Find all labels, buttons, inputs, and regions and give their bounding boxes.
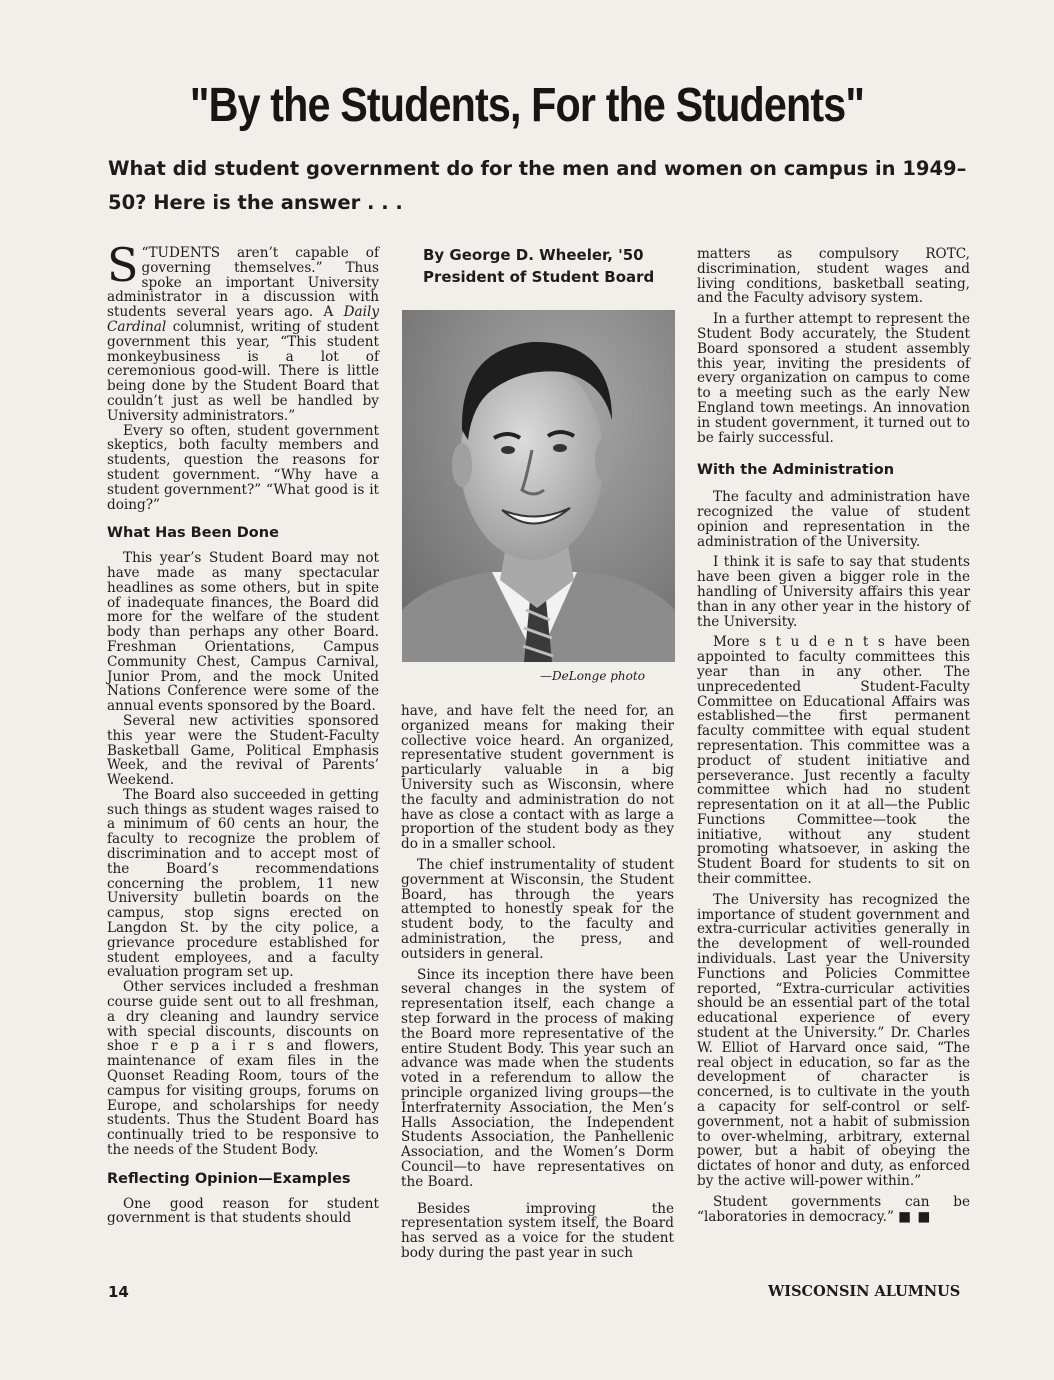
drop-cap: S — [107, 238, 139, 292]
portrait-illustration — [402, 310, 675, 662]
publication-name: WISCONSIN ALUMNUS — [768, 1283, 961, 1300]
byline-name: By George D. Wheeler, '50 — [423, 246, 644, 264]
paragraph: matters as compulsory ROTC, discrimination, student wages and living conditions, basketball seating, and the Faculty advisory system. — [697, 246, 970, 307]
paragraph: More s t u d e n t s have been appointed to faculty committees this year than in any other. The unprecedented Student-Faculty Committee on Educational Affairs was established—the first permanent faculty committee with equal student representation. This committee was a product of student initiative and perseverance. Just recently a faculty committee which had no student representation on it at all—the Public Functions Committee—took the initiative, without any student promoting whatsoever, in asking the Student Board for students to sit on their committee. — [697, 634, 970, 888]
section-heading-done: What Has Been Done — [107, 525, 279, 542]
byline — [423, 244, 663, 288]
paragraph: The chief instrumentality of student government at Wisconsin, the Student Board, has through the years attempted to honestly speak for the student body, to the faculty and administration, the press, and outsiders in general. — [401, 856, 674, 962]
paragraph: In a further attempt to represent the Student Body accurately, the Student Board sponsored a student assembly this year, inviting the presidents of every organization on campus to come to a meeting such as the early New England town meetings. An innovation in student government, it turned out to be fairly successful. — [697, 311, 970, 446]
author-portrait — [402, 310, 675, 662]
byline-role: President of Student Board — [423, 268, 655, 286]
opening-paragraph: “ S TUDENTS aren’t capable of governing themselves.” Thus spoke an important University administrator in a discussion with students several years ago. A Daily Cardinal columnist, writing of student government this year, “This student monkeybusiness is a lot of ceremonious good-will. There is little being done by the Student Board that couldn’t just as well be handled by University administrators.” — [107, 238, 380, 424]
closing-paragraph: Student governments can be “laboratories in democracy.” ■ ■ — [697, 1193, 970, 1225]
paragraph: Every so often, student government skeptics, both faculty members and students, question the reasons for student government. “Why have a student government?” “What good is it doing?” — [107, 422, 379, 513]
paragraph: One good reason for student government is that students should — [107, 1195, 379, 1227]
paragraph: This year’s Student Board may not have made as many spectacular headlines as some others, but in spite of inadequate finances, the Board did more for the welfare of the student body than perhaps any other Board. Freshman Orientations, Campus Community Chest, Campus Carnival, Junior Prom, and the mock United Nations Conference were some of the annual events sponsored by the Board. — [107, 550, 379, 715]
column-middle — [401, 704, 674, 1261]
paragraph: The Board also succeeded in getting such things as student wages raised to a minimum of 60 cents an hour, the faculty to recognize the problem of discrimination and to accept most of the Board’s recommendations concerning the problem, 11 new University bulletin boards on the campus, stop signs erected on Langdon St. by the city police, a grievance procedure established for student employees, and a faculty evaluation program set up. — [107, 786, 379, 981]
article-subtitle: What did student government do for the men and women on campus in 1949–50? Here is the answer . . . — [108, 157, 967, 214]
section-heading-administration: With the Administration — [697, 462, 895, 479]
opening-quote: “ — [141, 245, 149, 261]
section-heading-reflecting: Reflecting Opinion—Examples — [107, 1170, 351, 1187]
paragraph: Other services included a freshman course guide sent out to all freshman, a dry cleaning and laundry service with special discounts, discounts on shoe r e p a i r s and flowers, maintenance of exam files in the Quonset Reading Room, tours of the campus for visiting groups, forums on Europe, and scholarships for needy students. Thus the Student Board has continually tried to be responsive to the needs of the Student Body. — [107, 979, 379, 1159]
paragraph: have, and have felt the need for, an organized means for making their collective voice heard. An organized, representative student government is particularly valuable in a big University such as Wisconsin, where the faculty and administration do not have as close a contact with as large a proportion of the student body as they do in a smaller school. — [401, 703, 674, 853]
paragraph: Besides improving the representation system itself, the Board has served as a voice for the student body during the past year in such — [401, 1200, 674, 1261]
paragraph: The faculty and administration have recognized the value of student opinion and representation in the administration of the University. — [697, 489, 970, 550]
paragraph: I think it is safe to say that students have been given a bigger role in the handling of University affairs this year than in any other year in the history of the University. — [697, 554, 970, 630]
photo-credit: —DeLonge photo — [540, 669, 645, 683]
paragraph: The University has recognized the importance of student government and extra-curricular activities generally in the development of well-rounded individuals. Last year the University Functions and Policies Committee reported, “Extra-curricular activities should be an essential part of the total educational experience of every student at the University.” Dr. Charles W. Elliot of Harvard once said, “The real object in education, so far as the development of character is concerned, is to cultivate in the youth a capacity for self-control or self-government, not a habit of submission to over-whelming, arbitrary, external power, but a habit of obeying the dictates of honor and duty, as enforced by the active will-power within.” — [697, 891, 970, 1190]
column-right — [697, 247, 970, 1224]
column-left — [107, 238, 380, 1227]
paragraph: Since its inception there have been several changes in the system of representation itself, each change a step forward in the process of making the Board more representative of the entire Student Body. This year such an advance was made when the students voted in a referendum to allow the principle organized living groups—the Interfraternity Association, the Men’s Halls Association, the Independent Students Association, the Panhellenic Association, and the Women’s Dorm Council—to have representatives on the Board. — [401, 966, 674, 1190]
newspaper-name: Daily Cardinal — [107, 304, 380, 335]
end-mark: ■ ■ — [898, 1208, 932, 1225]
page-number: 14 — [108, 1283, 129, 1301]
article-title: "By the Students, For the Students" — [189, 79, 865, 132]
paragraph: Several new activities sponsored this year were the Student-Faculty Basketball Game, Political Emphasis Week, and the revival of Parents’ Weekend. — [107, 712, 379, 789]
